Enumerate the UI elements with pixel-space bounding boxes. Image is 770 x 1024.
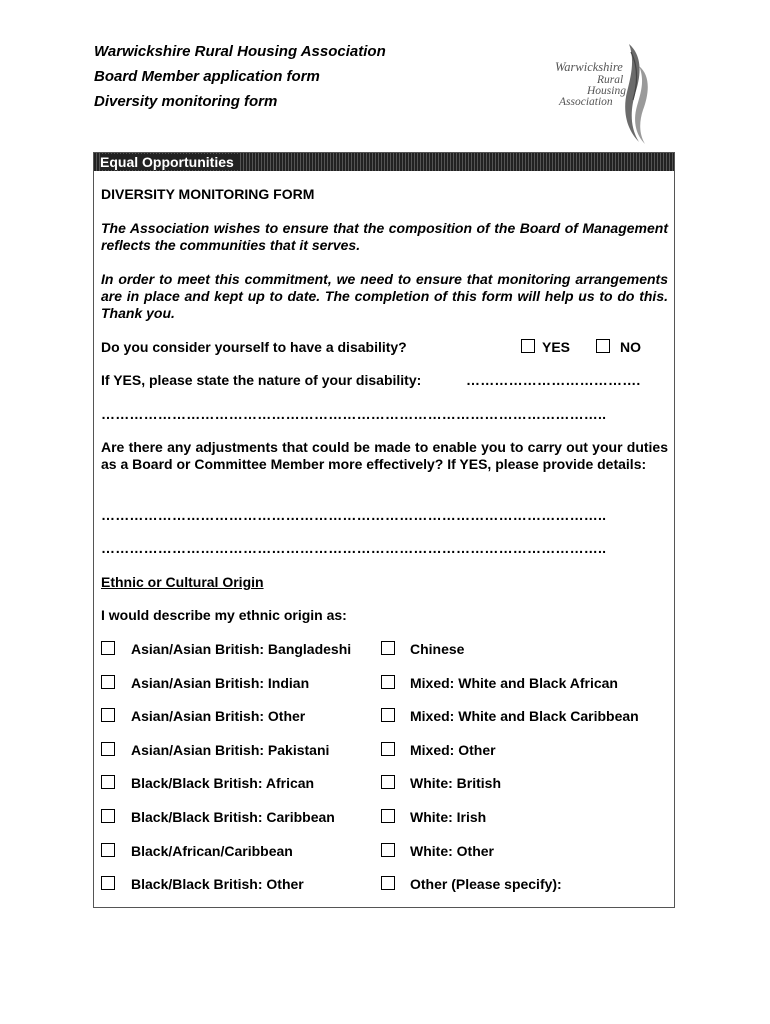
ethnic-label-black-other: Black/Black British: Other [131,876,304,892]
intro-paragraph-2: In order to meet this commitment, we need to ensure that monitoring arrangements are in place and kept up to date. The completion of this form will help us to do this. Thank you. [101,271,668,321]
form-title: DIVERSITY MONITORING FORM [101,186,315,202]
ethnic-label-black-caribbean: Black/Black British: Caribbean [131,809,335,825]
ethnic-label-mixed-white-black-caribbean: Mixed: White and Black Caribbean [410,708,639,724]
ethnic-origin-prompt: I would describe my ethnic origin as: [101,607,347,623]
ethnic-label-black-african: Black/Black British: African [131,775,315,791]
ethnic-label-black-african-caribbean: Black/African/Caribbean [131,843,293,859]
ethnic-checkbox-black-african[interactable] [101,775,115,789]
section-header-bar [94,153,674,171]
disability-nature-field-line-2[interactable]: …………………………………………………………………………………………….. [101,406,607,422]
disability-nature-prompt: If YES, please state the nature of your disability: [101,372,422,388]
ethnic-checkbox-white-other[interactable] [381,843,395,857]
ethnic-checkbox-mixed-white-black-african[interactable] [381,675,395,689]
ethnic-label-asian-indian: Asian/Asian British: Indian [131,675,310,691]
adjustments-field-line-2[interactable]: …………………………………………………………………………………………….. [101,540,607,556]
disability-yes-checkbox[interactable] [521,339,535,353]
ethnic-label-chinese: Chinese [410,641,465,657]
ethnic-checkbox-mixed-other[interactable] [381,742,395,756]
ethnic-checkbox-asian-indian[interactable] [101,675,115,689]
disability-no-checkbox[interactable] [596,339,610,353]
adjustments-question: Are there any adjustments that could be made to enable you to carry out your duties as a Board or Committee Member more effectively? If YES, please provide details: [101,439,668,472]
ethnic-checkbox-asian-pakistani[interactable] [101,742,115,756]
logo [553,42,673,146]
ethnic-checkbox-other-specify[interactable] [381,876,395,890]
ethnic-label-mixed-other: Mixed: Other [410,742,496,758]
section-title: Equal Opportunities [100,154,240,170]
ethnic-checkbox-white-irish[interactable] [381,809,395,823]
ethnic-checkbox-white-british[interactable] [381,775,395,789]
disability-question: Do you consider yourself to have a disability? [101,339,407,355]
logo-word-warwickshire: Warwickshire [555,60,623,74]
ethnic-label-asian-pakistani: Asian/Asian British: Pakistani [131,742,330,758]
ethnic-checkbox-chinese[interactable] [381,641,395,655]
intro-paragraph-1: The Association wishes to ensure that the composition of the Board of Management reflects the communities that it serves. [101,220,668,253]
ethnic-label-white-other: White: Other [410,843,494,859]
disability-yes-label: YES [542,339,571,355]
ethnic-label-white-british: White: British [410,775,501,791]
ethnic-checkbox-mixed-white-black-caribbean[interactable] [381,708,395,722]
ethnic-checkbox-asian-bangladeshi[interactable] [101,641,115,655]
ethnic-label-other-specify: Other (Please specify): [410,876,562,892]
ethnic-checkbox-black-other[interactable] [101,876,115,890]
ethnic-checkbox-asian-other[interactable] [101,708,115,722]
org-name: Warwickshire Rural Housing Association [94,43,386,60]
adjustments-field-line-1[interactable]: …………………………………………………………………………………………….. [101,507,607,523]
ethnic-checkbox-black-caribbean[interactable] [101,809,115,823]
leaf-icon [621,42,671,146]
ethnic-label-white-irish: White: Irish [410,809,487,825]
disability-no-label: NO [620,339,641,355]
ethnic-label-asian-bangladeshi: Asian/Asian British: Bangladeshi [131,641,352,657]
logo-word-association: Association [559,96,613,108]
logo-word-rural: Rural [597,74,624,86]
disability-nature-field[interactable]: ………………………………. [466,372,641,388]
form-name: Board Member application form [94,68,320,85]
ethnic-label-asian-other: Asian/Asian British: Other [131,708,306,724]
ethnic-origin-heading: Ethnic or Cultural Origin [101,574,264,590]
equal-opportunities-panel [93,152,675,908]
form-subtitle: Diversity monitoring form [94,93,278,110]
ethnic-label-mixed-white-black-african: Mixed: White and Black African [410,675,618,691]
logo-word-housing: Housing [587,85,626,97]
ethnic-checkbox-black-african-caribbean[interactable] [101,843,115,857]
